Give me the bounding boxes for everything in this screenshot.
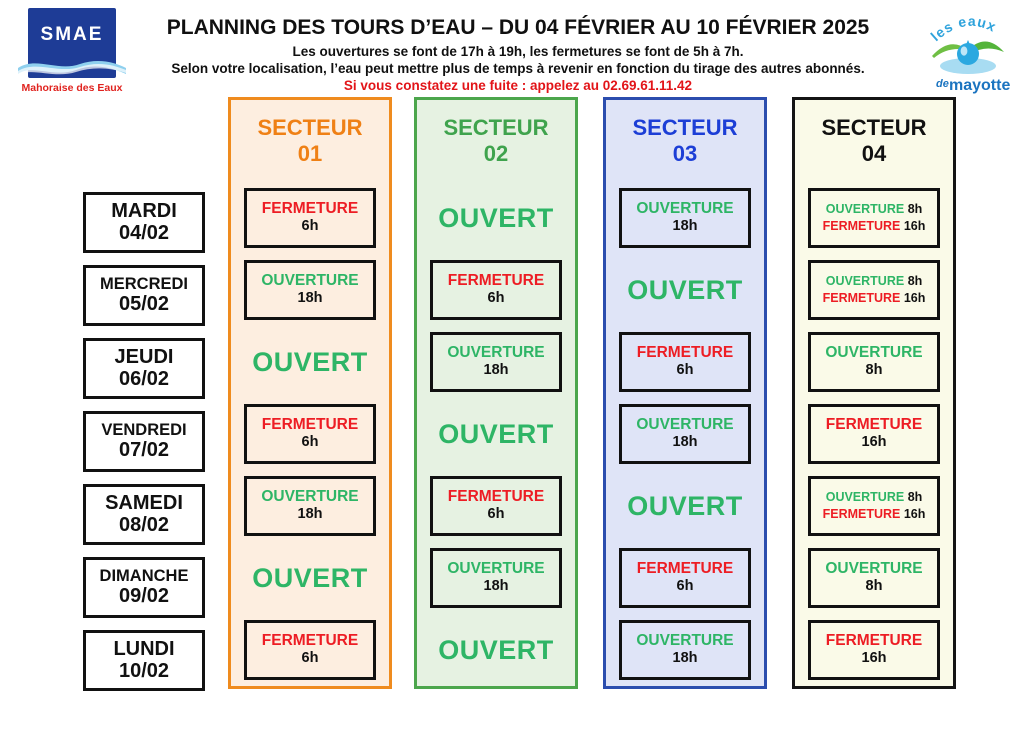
day-date: 10/02	[118, 660, 170, 682]
day-box-samedi	[83, 484, 205, 545]
sector-03-rows	[606, 182, 764, 686]
schedule-cell	[619, 548, 751, 608]
sector-02-rows	[417, 182, 575, 686]
cell-status: FERMETURE	[261, 416, 359, 434]
cell-time: 6h	[676, 362, 694, 379]
schedule-row	[795, 398, 953, 470]
cell-time: 18h	[297, 290, 323, 307]
schedule-row	[795, 614, 953, 686]
schedule-cell	[244, 476, 376, 536]
cell-status: FERMETURE	[636, 560, 734, 578]
schedule-cell	[244, 260, 376, 320]
day-name: JEUDI	[114, 346, 174, 368]
cell-status: OUVERTURE	[825, 560, 923, 578]
cell-time: 16h	[903, 219, 926, 233]
day-name: MERCREDI	[99, 274, 188, 293]
cell-time: 8h	[907, 274, 923, 289]
day-box-jeudi	[83, 338, 205, 399]
schedule-cell	[619, 404, 751, 464]
day-name: DIMANCHE	[99, 566, 189, 585]
schedule-row	[417, 326, 575, 398]
header	[138, 16, 898, 93]
cell-status: OUVERTURE	[825, 274, 905, 289]
schedule-row	[606, 254, 764, 326]
day-row	[83, 551, 205, 624]
schedule-cell	[619, 620, 751, 680]
logo-text-mayotte: mayotte	[949, 77, 1011, 94]
cell-status: FERMETURE	[825, 416, 923, 434]
cell-open: OUVERT	[438, 634, 554, 665]
sector-01-rows	[231, 182, 389, 686]
sector-02-column	[414, 97, 578, 689]
sector-number: 03	[672, 141, 698, 166]
schedule-cell	[430, 548, 562, 608]
cell-time: 16h	[861, 434, 887, 451]
cell-time: 8h	[907, 202, 923, 217]
sector-01-column	[228, 97, 392, 689]
cell-time: 16h	[903, 291, 926, 305]
cell-time: 6h	[301, 650, 319, 667]
cell-status: FERMETURE	[447, 488, 545, 506]
cell-open: OUVERT	[438, 202, 554, 233]
schedule-cell	[244, 404, 376, 464]
logo-text-les-eaux: les eaux	[927, 12, 1000, 45]
smae-logo	[16, 8, 128, 94]
schedule-row	[606, 614, 764, 686]
sector-04-header	[795, 100, 953, 182]
cell-status: OUVERTURE	[447, 344, 545, 362]
day-name: MARDI	[111, 200, 177, 222]
schedule-cell	[808, 332, 940, 392]
schedule-row	[795, 542, 953, 614]
schedule-row	[417, 398, 575, 470]
cell-status: OUVERTURE	[636, 416, 734, 434]
schedule-row	[231, 542, 389, 614]
cell-status: FERMETURE	[822, 291, 901, 305]
schedule-row	[417, 182, 575, 254]
sector-label: SECTEUR	[443, 114, 549, 140]
cell-time: 18h	[672, 434, 698, 451]
smae-logo-square	[28, 8, 116, 78]
schedule-cell	[430, 476, 562, 536]
sector-03-header	[606, 100, 764, 182]
schedule-cell	[430, 260, 562, 320]
cell-status: FERMETURE	[822, 507, 901, 521]
day-row	[83, 332, 205, 405]
day-name: SAMEDI	[105, 492, 183, 514]
cell-time: 8h	[907, 490, 923, 505]
cell-time: 16h	[903, 507, 926, 521]
day-row	[83, 259, 205, 332]
cell-time: 6h	[487, 290, 505, 307]
day-row	[83, 186, 205, 259]
cell-open: OUVERT	[252, 346, 368, 377]
schedule-cell	[244, 188, 376, 248]
cell-time: 8h	[865, 578, 883, 595]
sector-number: 02	[483, 141, 509, 166]
cell-time: 8h	[865, 362, 883, 379]
schedule-row	[606, 470, 764, 542]
schedule-row	[417, 470, 575, 542]
day-name: LUNDI	[113, 638, 175, 660]
sector-04-rows	[795, 182, 953, 686]
cell-open: OUVERT	[627, 274, 743, 305]
leak-alert-phone: Si vous constatez une fuite : appelez au 02.69.61.11.42	[343, 78, 693, 93]
cell-status: FERMETURE	[636, 344, 734, 362]
cell-status: FERMETURE	[825, 632, 923, 650]
schedule-cell	[808, 620, 940, 680]
schedule-cell	[619, 188, 751, 248]
cell-open: OUVERT	[438, 418, 554, 449]
schedule-cell	[808, 476, 940, 536]
day-date: 05/02	[118, 293, 170, 316]
les-eaux-de-mayotte-logo	[922, 4, 1014, 98]
day-date: 08/02	[118, 514, 170, 536]
header-subtitle-2: Selon votre localisation, l’eau peut mettre plus de temps à revenir en fonction du tirage des autres abonnés.	[171, 61, 865, 76]
sector-label: SECTEUR	[257, 114, 363, 140]
schedule-row	[231, 254, 389, 326]
wave-icon	[18, 52, 126, 76]
cell-time: 18h	[672, 650, 698, 667]
cell-status: OUVERTURE	[636, 632, 734, 650]
schedule-row	[231, 398, 389, 470]
day-date: 04/02	[118, 222, 170, 244]
sector-02-header	[417, 100, 575, 182]
schedule-row	[606, 326, 764, 398]
schedule-row	[606, 542, 764, 614]
day-box-mercredi	[83, 265, 205, 326]
day-column	[83, 186, 205, 697]
cell-time: 18h	[483, 578, 509, 595]
schedule-row	[417, 254, 575, 326]
day-box-mardi	[83, 192, 205, 253]
day-date: 07/02	[118, 439, 170, 462]
schedule-row	[795, 470, 953, 542]
cell-time: 6h	[676, 578, 694, 595]
sector-03-column	[603, 97, 767, 689]
schedule-row	[231, 470, 389, 542]
cell-time: 6h	[301, 434, 319, 451]
day-row	[83, 405, 205, 478]
sector-label: SECTEUR	[632, 114, 738, 140]
day-row	[83, 478, 205, 551]
cell-time: 16h	[861, 650, 887, 667]
smae-logo-wordmark: SMAE	[40, 24, 104, 45]
smae-logo-tagline: Mahoraise des Eaux	[21, 82, 123, 94]
day-name: VENDREDI	[101, 420, 187, 439]
cell-status: FERMETURE	[261, 632, 359, 650]
cell-time: 6h	[487, 506, 505, 523]
cell-status: OUVERTURE	[261, 488, 359, 506]
cell-open: OUVERT	[627, 490, 743, 521]
day-date: 09/02	[118, 585, 170, 608]
schedule-row	[606, 398, 764, 470]
schedule-row	[231, 182, 389, 254]
cell-open: OUVERT	[252, 562, 368, 593]
day-box-dimanche	[83, 557, 205, 618]
day-box-lundi	[83, 630, 205, 691]
schedule-cell	[808, 188, 940, 248]
cell-status: OUVERTURE	[447, 560, 545, 578]
cell-time: 6h	[301, 218, 319, 235]
cell-status: OUVERTURE	[825, 202, 905, 217]
cell-status: FERMETURE	[822, 219, 901, 233]
cell-status: OUVERTURE	[825, 490, 905, 505]
schedule-row	[795, 182, 953, 254]
cell-time: 18h	[297, 506, 323, 523]
schedule-cell	[808, 404, 940, 464]
sector-01-header	[231, 100, 389, 182]
cell-status: FERMETURE	[261, 200, 359, 218]
schedule-row	[231, 326, 389, 398]
sector-04-column	[792, 97, 956, 689]
cell-time: 18h	[483, 362, 509, 379]
schedule-cell	[808, 260, 940, 320]
schedule-row	[231, 614, 389, 686]
cell-status: FERMETURE	[447, 272, 545, 290]
cell-status: OUVERTURE	[636, 200, 734, 218]
sector-number: 04	[861, 141, 887, 166]
day-date: 06/02	[118, 368, 170, 390]
schedule-row	[417, 542, 575, 614]
header-subtitle-1: Les ouvertures se font de 17h à 19h, les fermetures se font de 5h à 7h.	[292, 44, 744, 59]
cell-status: OUVERTURE	[825, 344, 923, 362]
schedule-row	[606, 182, 764, 254]
schedule-cell	[808, 548, 940, 608]
sector-number: 01	[297, 141, 323, 166]
day-box-vendredi	[83, 411, 205, 472]
schedule-cell	[619, 332, 751, 392]
page-title: PLANNING DES TOURS D’EAU – DU 04 FÉVRIER AU 10 FÉVRIER 2025	[166, 16, 870, 39]
cell-status: OUVERTURE	[261, 272, 359, 290]
sector-label: SECTEUR	[821, 114, 927, 140]
schedule-cell	[430, 332, 562, 392]
logo-text-de: de	[936, 78, 949, 90]
svg-text:les eaux	[927, 13, 999, 44]
day-row	[83, 624, 205, 697]
cell-time: 18h	[672, 218, 698, 235]
schedule-row	[417, 614, 575, 686]
schedule-row	[795, 326, 953, 398]
drop-highlight-icon	[961, 46, 968, 55]
schedule-cell	[244, 620, 376, 680]
schedule-row	[795, 254, 953, 326]
